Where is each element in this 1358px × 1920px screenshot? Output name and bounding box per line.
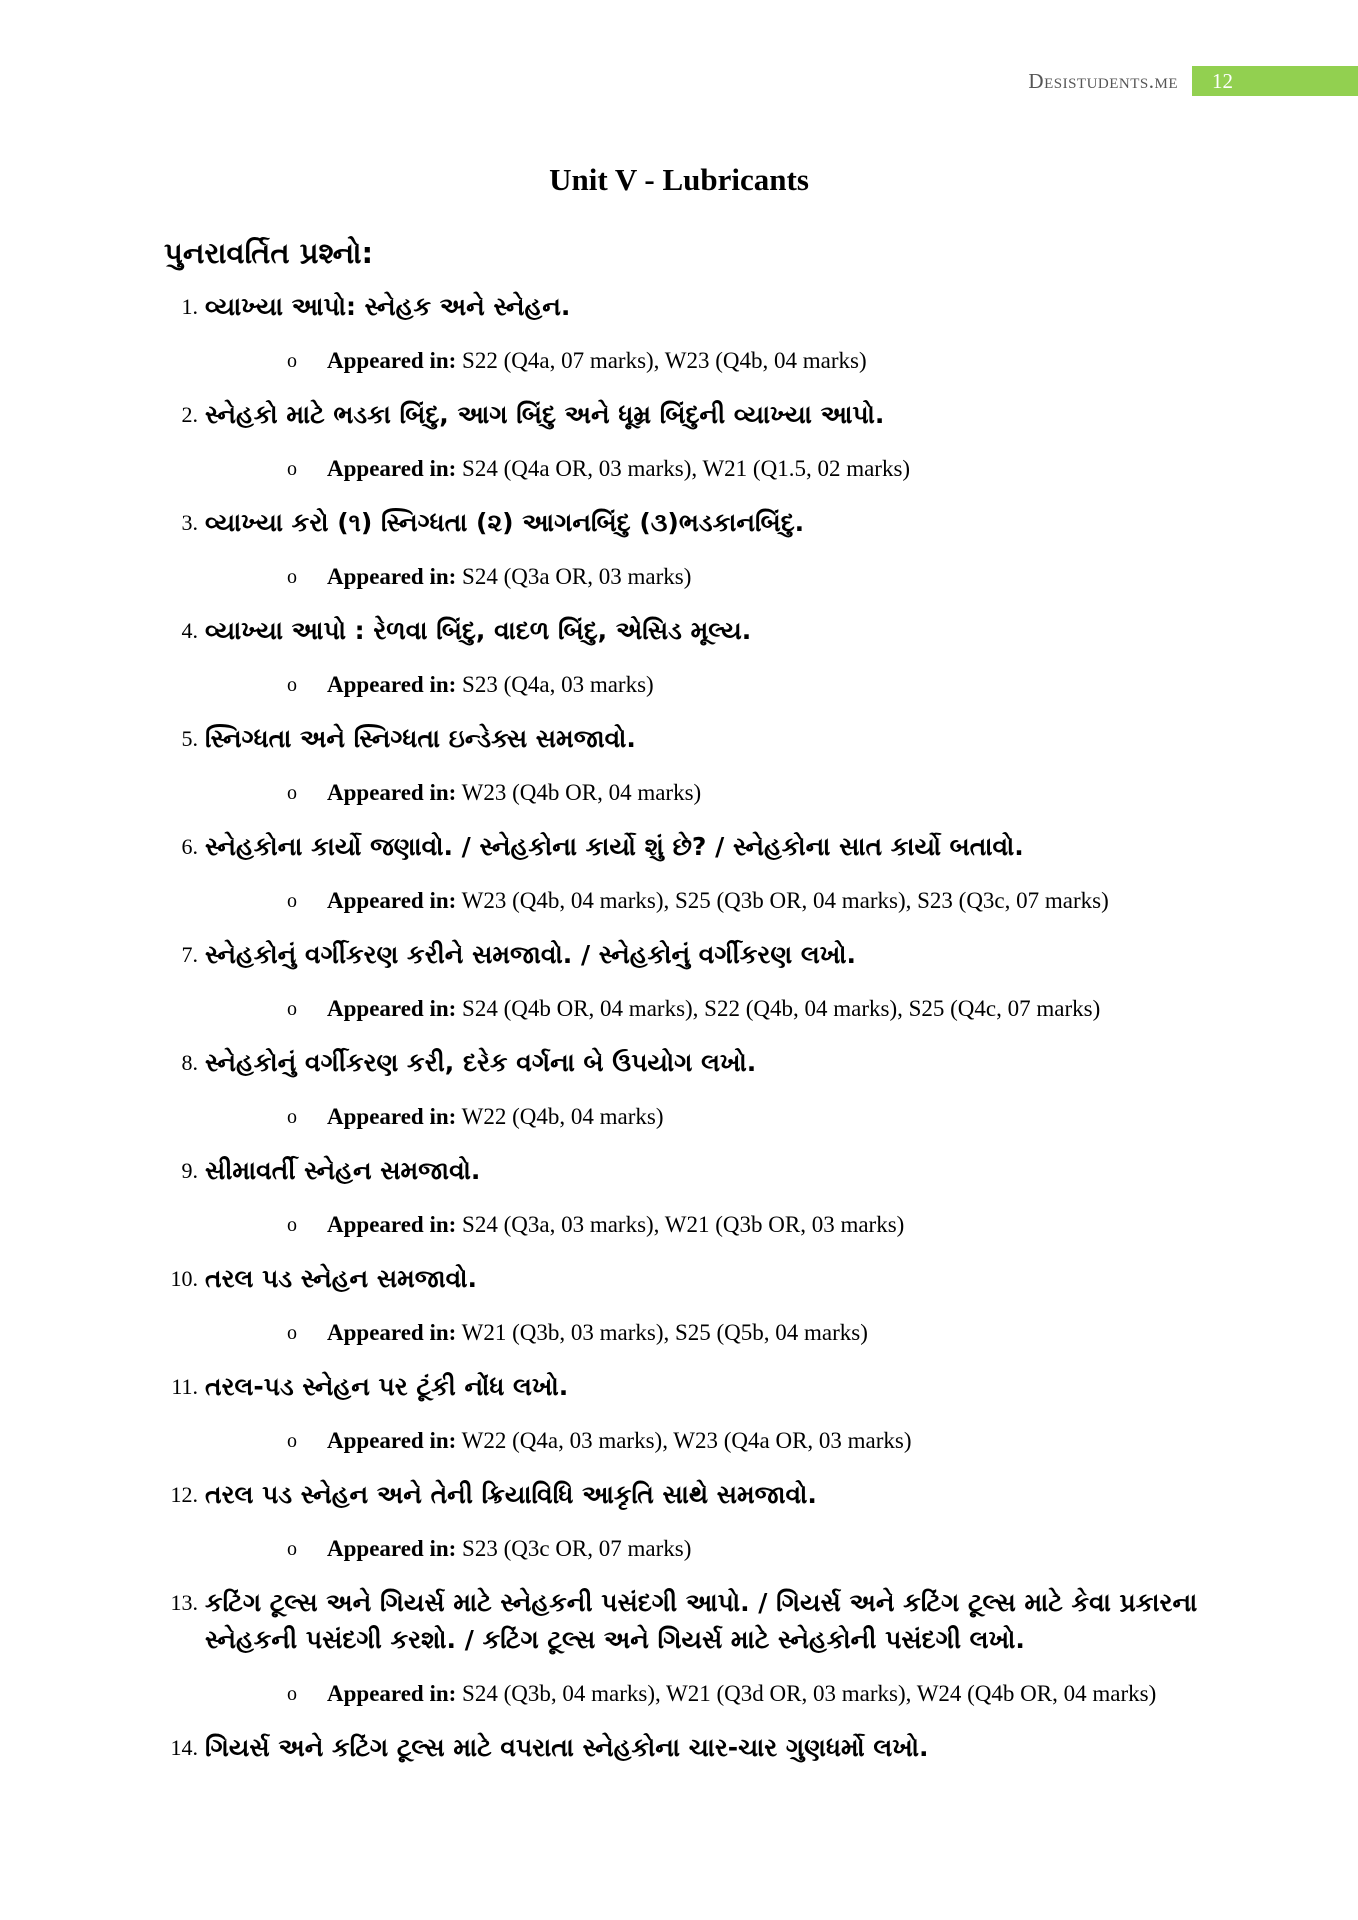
appeared-label: Appeared in:: [327, 1320, 457, 1345]
appeared-label: Appeared in:: [327, 780, 457, 805]
bullet-icon: o: [287, 998, 297, 1020]
bullet-icon: o: [287, 350, 297, 372]
appeared-in: [205, 994, 1215, 1024]
appeared-value: S23 (Q3c OR, 07 marks): [462, 1536, 692, 1561]
question-number: 2.: [181, 402, 198, 427]
question-item: [170, 1729, 1215, 1766]
appeared-in: [205, 778, 1215, 808]
question-item: [170, 1584, 1215, 1709]
question-number: 6.: [181, 834, 198, 859]
bullet-icon: o: [287, 782, 297, 804]
question-number: 14.: [170, 1735, 198, 1760]
appeared-value: S24 (Q4b OR, 04 marks), S22 (Q4b, 04 marks), S25 (Q4c, 07 marks): [462, 996, 1101, 1021]
bullet-icon: o: [287, 458, 297, 480]
question-number: 10.: [170, 1266, 198, 1291]
appeared-label: Appeared in:: [327, 1104, 457, 1129]
question-number: 5.: [181, 726, 198, 751]
appeared-in: [205, 886, 1215, 916]
question-text: તરલ પડ સ્નેહન અને તેની ક્રિયાવિધિ આકૃતિ સાથે સમજાવો.: [205, 1480, 817, 1509]
question-list: [170, 288, 1215, 1766]
question-text: વ્યાખ્યા આપો : રેળવા બિંદુ, વાદળ બિંદુ, એસિડ મૂલ્ય.: [205, 616, 752, 645]
appeared-value: W21 (Q3b, 03 marks), S25 (Q5b, 04 marks): [461, 1320, 868, 1345]
question-text: સ્નેહકો માટે ભડકા બિંદુ, આગ બિંદુ અને ધૂમ્ર બિંદુની વ્યાખ્યા આપો.: [205, 400, 885, 429]
question-item: [181, 288, 1215, 376]
question-text: વ્યાખ્યા કરો (૧) સ્નિગ્ધતા (૨) આગનબિંદુ (૩)ભડકાનબિંદુ.: [205, 508, 805, 537]
page-number: 12: [1192, 66, 1358, 96]
appeared-in: [205, 670, 1215, 700]
site-brand: Desistudents.me: [1028, 68, 1178, 93]
question-number: 13.: [170, 1590, 198, 1615]
question-number: 1.: [181, 294, 198, 319]
bullet-icon: o: [287, 1683, 297, 1705]
section-heading: પુનરાવર્તિત પ્રશ્નો:: [164, 236, 374, 270]
appeared-value: S23 (Q4a, 03 marks): [462, 672, 654, 697]
unit-title: [0, 162, 1358, 198]
appeared-in: [205, 1102, 1215, 1132]
question-item: [181, 1044, 1215, 1132]
appeared-label: Appeared in:: [327, 348, 457, 373]
appeared-value: S22 (Q4a, 07 marks), W23 (Q4b, 04 marks): [462, 348, 867, 373]
page-header: [1028, 64, 1358, 98]
question-text: વ્યાખ્યા આપો: સ્નેહક અને સ્નેહન.: [205, 292, 571, 321]
question-item: [181, 612, 1215, 700]
appeared-label: Appeared in:: [327, 456, 457, 481]
question-text: તરલ-પડ સ્નેહન પર ટૂંકી નોંધ લખો.: [205, 1372, 569, 1401]
bullet-icon: o: [287, 1322, 297, 1344]
question-text: ગિયર્સ અને કટિંગ ટૂલ્સ માટે વપરાતા સ્નેહકોના ચાર-ચાર ગુણધર્મો લખો.: [205, 1733, 929, 1762]
question-text: સ્નેહકોના કાર્યો જણાવો. / સ્નેહકોના કાર્યો શું છે? / સ્નેહકોના સાત કાર્યો બતાવો.: [205, 832, 1024, 861]
question-text: સ્નેહકોનું વર્ગીકરણ કરી, દરેક વર્ગના બે ઉપયોગ લખો.: [205, 1048, 757, 1077]
appeared-value: S24 (Q3b, 04 marks), W21 (Q3d OR, 03 marks), W24 (Q4b OR, 04 marks): [462, 1681, 1157, 1706]
question-item: [181, 828, 1215, 916]
question-item: [181, 936, 1215, 1024]
appeared-value: S24 (Q4a OR, 03 marks), W21 (Q1.5, 02 marks): [462, 456, 911, 481]
bullet-icon: o: [287, 1214, 297, 1236]
bullet-icon: o: [287, 674, 297, 696]
appeared-in: [205, 1534, 1215, 1564]
bullet-icon: o: [287, 566, 297, 588]
question-item: [170, 1260, 1215, 1348]
appeared-label: Appeared in:: [327, 1212, 457, 1237]
appeared-in: [205, 454, 1215, 484]
appeared-value: W22 (Q4a, 03 marks), W23 (Q4a OR, 03 marks): [461, 1428, 912, 1453]
appeared-in: [205, 1210, 1215, 1240]
question-number: 3.: [181, 510, 198, 535]
question-item: [181, 396, 1215, 484]
question-text: સ્નિગ્ધતા અને સ્નિગ્ધતા ઇન્ડેક્સ સમજાવો.: [205, 724, 636, 753]
appeared-label: Appeared in:: [327, 888, 457, 913]
appeared-in: [205, 1679, 1215, 1709]
appeared-value: W23 (Q4b OR, 04 marks): [461, 780, 702, 805]
appeared-label: Appeared in:: [327, 1428, 457, 1453]
question-number: 9.: [181, 1158, 198, 1183]
appeared-label: Appeared in:: [327, 996, 457, 1021]
appeared-in: [205, 346, 1215, 376]
question-number: 11.: [171, 1374, 198, 1399]
question-item: [181, 504, 1215, 592]
question-item: [181, 1152, 1215, 1240]
question-item: [170, 1476, 1215, 1564]
bullet-icon: o: [287, 890, 297, 912]
bullet-icon: o: [287, 1106, 297, 1128]
appeared-label: Appeared in:: [327, 1681, 457, 1706]
appeared-label: Appeared in:: [327, 672, 457, 697]
appeared-value: S24 (Q3a, 03 marks), W21 (Q3b OR, 03 marks): [462, 1212, 905, 1237]
question-text: તરલ પડ સ્નેહન સમજાવો.: [205, 1264, 477, 1293]
appeared-value: W22 (Q4b, 04 marks): [461, 1104, 664, 1129]
question-number: 8.: [181, 1050, 198, 1075]
question-text: કટિંગ ટૂલ્સ અને ગિયર્સ માટે સ્નેહકની પસંદગી આપો. / ગિયર્સ અને કટિંગ ટૂલ્સ માટે કેવા પ્રકારના સ્નેહકની પસંદગી કરશો. / કટિંગ ટૂલ્સ અને ગિયર્સ માટે સ્નેહકોની પસંદગી લખો.: [205, 1588, 1198, 1654]
question-item: [171, 1368, 1215, 1456]
appeared-in: [205, 1318, 1215, 1348]
appeared-in: [205, 1426, 1215, 1456]
question-text: સીમાવર્તી સ્નેહન સમજાવો.: [205, 1156, 481, 1185]
unit-title-text: Unit V - Lubricants: [549, 162, 809, 197]
question-number: 7.: [181, 942, 198, 967]
question-item: [181, 720, 1215, 808]
question-text: સ્નેહકોનું વર્ગીકરણ કરીને સમજાવો. / સ્નેહકોનું વર્ગીકરણ લખો.: [205, 940, 857, 969]
appeared-label: Appeared in:: [327, 564, 457, 589]
question-number: 12.: [170, 1482, 198, 1507]
appeared-label: Appeared in:: [327, 1536, 457, 1561]
question-number: 4.: [181, 618, 198, 643]
bullet-icon: o: [287, 1430, 297, 1452]
appeared-value: S24 (Q3a OR, 03 marks): [462, 564, 692, 589]
appeared-value: W23 (Q4b, 04 marks), S25 (Q3b OR, 04 marks), S23 (Q3c, 07 marks): [461, 888, 1109, 913]
appeared-in: [205, 562, 1215, 592]
bullet-icon: o: [287, 1538, 297, 1560]
